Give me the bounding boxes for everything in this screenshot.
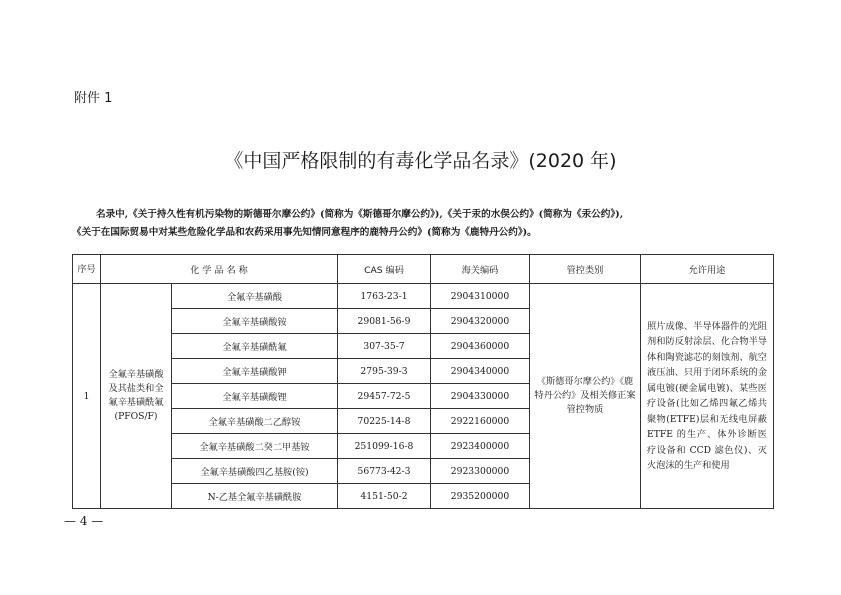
intro-line-2: 《关于在国际贸易中对某些危险化学品和农药采用事先知情同意程序的鹿特丹公约》(简称为《鹿特丹公约》)。: [72, 227, 537, 238]
cas-number: 1763-23-1: [338, 284, 431, 309]
cas-number: 70225-14-8: [338, 409, 431, 434]
chem-name: 全氟辛基磺酰氟: [172, 334, 338, 359]
cas-number: 29457-72-5: [338, 384, 431, 409]
table-row: [73, 284, 774, 309]
header-hs: 海关编码: [431, 255, 530, 284]
chem-name: 全氟辛基磺酸二癸二甲基铵: [172, 434, 338, 459]
hs-code: 2922160000: [431, 409, 530, 434]
page-number: — 4 —: [64, 514, 104, 528]
hs-code: 2935200000: [431, 484, 530, 509]
chem-name: N-乙基全氟辛基磺酰胺: [172, 484, 338, 509]
table-header-row: [73, 255, 774, 284]
chem-name: 全氟辛基磺酸锂: [172, 384, 338, 409]
intro-line-1: 名录中,《关于持久性有机污染物的斯德哥尔摩公约》(简称为《斯德哥尔摩公约》),《关于汞的水俣公约》(简称为《汞公约》),: [96, 209, 624, 220]
hs-code: 2904330000: [431, 384, 530, 409]
cas-number: 307-35-7: [338, 334, 431, 359]
chem-name: 全氟辛基磺酸四乙基胺(铵): [172, 459, 338, 484]
header-cas: CAS 编码: [338, 255, 431, 284]
group-category: 全氟辛基磺酸及其盐类和全氟辛基磺酰氟(PFOS/F): [101, 284, 172, 509]
hs-code: 2923400000: [431, 434, 530, 459]
attachment-label: 附件 1: [74, 91, 113, 106]
chem-name: 全氟辛基磺酸: [172, 284, 338, 309]
cas-number: 4151-50-2: [338, 484, 431, 509]
cas-number: 56773-42-3: [338, 459, 431, 484]
document-title: 《中国严格限制的有毒化学品名录》(2020 年): [224, 150, 617, 172]
chem-name: 全氟辛基磺酸铵: [172, 309, 338, 334]
intro-paragraph: [72, 206, 778, 242]
header-chem-name: 化 学 品 名 称: [101, 255, 338, 284]
header-index: 序号: [73, 255, 101, 284]
header-control: 管控类别: [530, 255, 641, 284]
cas-number: 251099-16-8: [338, 434, 431, 459]
cas-number: 29081-56-9: [338, 309, 431, 334]
control-category: 《斯德哥尔摩公约》《鹿特丹公约》及相关修正案管控物质: [530, 284, 641, 509]
allowed-uses: 照片成像、半导体器件的光阻剂和防反射涂层、化合物半导体和陶瓷滤芯的刻蚀剂、航空液压油、只用于闭环系统的金属电镀(硬金属电镀)、某些医疗设备(比如乙烯四氟乙烯共聚物(ETFE)层和无线电屏蔽ETFE 的生产、体外诊断医疗设备和 CCD 滤色仪)、灭火泡沫的生产和使用: [641, 284, 774, 509]
cas-number: 2795-39-3: [338, 359, 431, 384]
hs-code: 2923300000: [431, 459, 530, 484]
chem-name: 全氟辛基磺酸钾: [172, 359, 338, 384]
hs-code: 2904310000: [431, 284, 530, 309]
chem-name: 全氟辛基磺酸二乙醇铵: [172, 409, 338, 434]
group-index: 1: [73, 284, 101, 509]
header-uses: 允许用途: [641, 255, 774, 284]
hs-code: 2904320000: [431, 309, 530, 334]
hs-code: 2904360000: [431, 334, 530, 359]
hs-code: 2904340000: [431, 359, 530, 384]
chemical-list-table: [72, 254, 774, 509]
